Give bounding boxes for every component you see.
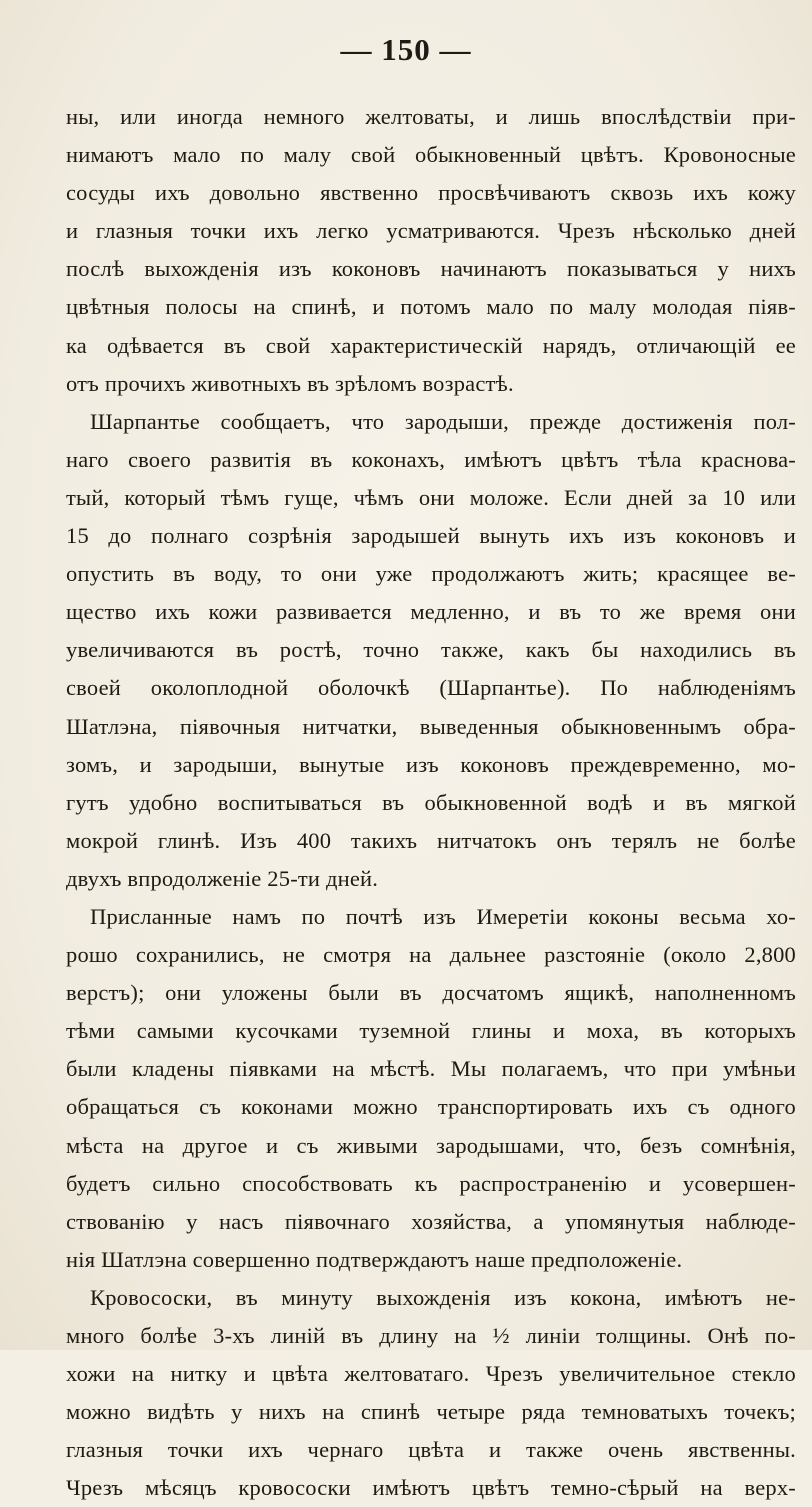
text-line: Шарпантье сообщаетъ, что зародыши, прежде достиженія пол- xyxy=(90,408,796,434)
paragraph-4 xyxy=(66,1279,796,1507)
text-line: двухъ впродолженіе 25-ти дней. xyxy=(66,865,379,891)
text-line: опустить въ воду, то они уже продолжаютъ жить; красящее ве- xyxy=(66,561,796,587)
text-line: тый, который тѣмъ гуще, чѣмъ они моложе. Если дней за 10 или xyxy=(66,484,796,510)
text-line: будетъ сильно способствовать къ распространенію и усовершен- xyxy=(66,1170,796,1196)
text-line: сосуды ихъ довольно явственно просвѣчиваютъ сквозь ихъ кожу xyxy=(66,180,796,206)
text-line: нія Шатлэна совершенно подтверждаютъ наше предположеніе. xyxy=(66,1246,683,1272)
page-number: — 150 — xyxy=(340,32,472,67)
text-line: цвѣтныя полосы на спинѣ, и потомъ мало по малу молодая піяв- xyxy=(66,294,796,320)
text-line: много болѣе 3-хъ линій въ длину на ½ линіи толщины. Онѣ по- xyxy=(66,1323,796,1348)
text-line: ствованію у насъ піявочнаго хозяйства, а упомянутыя наблюде- xyxy=(66,1208,796,1234)
text-line: послѣ выхожденія изъ коконовъ начинаютъ показываться у нихъ xyxy=(66,256,796,282)
text-line: увеличиваются въ ростѣ, точно также, какъ бы находились въ xyxy=(66,637,796,663)
text-line: 15 до полнаго созрѣнія зародышей вынуть ихъ изъ коконовъ и xyxy=(66,523,796,549)
text-line: гутъ удобно воспитываться въ обыкновенной водѣ и въ мягкой xyxy=(66,789,796,815)
text-line: Шатлэна, піявочныя нитчатки, выведенныя обыкновеннымъ обра- xyxy=(66,713,796,739)
text-line: можно видѣть у нихъ на спинѣ четыре ряда темноватыхъ точекъ; xyxy=(66,1399,796,1425)
text-line: мокрой глинѣ. Изъ 400 такихъ нитчатокъ онъ терялъ не болѣе xyxy=(66,827,796,853)
text-line: ны, или иногда немного желтоваты, и лишь впослѣдствіи при- xyxy=(66,104,796,129)
text-line: глазныя точки ихъ чернаго цвѣта и также очень явственны. xyxy=(66,1437,796,1463)
body-text xyxy=(66,98,796,1507)
text-line: рошо сохранились, не смотря на дальнее разстояніе (около 2,800 xyxy=(66,942,796,968)
text-line: наго своего развитія въ коконахъ, имѣютъ цвѣтъ тѣла краснова- xyxy=(66,446,796,472)
text-line: обращаться съ коконами можно транспортировать ихъ съ одного xyxy=(66,1094,796,1120)
text-line: отъ прочихъ животныхъ въ зрѣломъ возрастѣ. xyxy=(66,370,514,396)
text-line: были кладены піявками на мѣстѣ. Мы полагаемъ, что при умѣньи xyxy=(66,1056,796,1082)
text-line: Присланные намъ по почтѣ изъ Имеретіи коконы весьма хо- xyxy=(90,903,796,929)
text-line: своей околоплодной оболочкѣ (Шарпантье). По наблюденіямъ xyxy=(66,675,796,701)
text-line: Чрезъ мѣсяцъ кровососки имѣютъ цвѣтъ темно-сѣрый на верх- xyxy=(66,1475,796,1501)
paragraph-2 xyxy=(66,403,796,898)
text-line: тѣми самыми кусочками туземной глины и моха, въ которыхъ xyxy=(66,1018,796,1044)
text-line: нимаютъ мало по малу свой обыкновенный цвѣтъ. Кровоносные xyxy=(66,142,796,168)
text-line: хожи на нитку и цвѣта желтоватаго. Чрезъ увеличительное стекло xyxy=(66,1361,796,1387)
text-line: зомъ, и зародыши, вынутые изъ коконовъ преждевременно, мо- xyxy=(66,751,796,777)
paragraph-1 xyxy=(66,98,796,403)
text-line: ка одѣвается въ свой характеристическій нарядъ, отличающій ее xyxy=(66,332,796,358)
text-line: верстъ); они уложены были въ досчатомъ ящикѣ, наполненномъ xyxy=(66,980,796,1006)
text-line: мѣста на другое и съ живыми зародышами, что, безъ сомнѣнія, xyxy=(66,1132,796,1158)
text-line: Кровососки, въ минуту выхожденія изъ кокона, имѣютъ не- xyxy=(90,1284,796,1310)
paragraph-3 xyxy=(66,898,796,1279)
text-line: и глазныя точки ихъ легко усматриваются. Чрезъ нѣсколько дней xyxy=(66,218,796,244)
text-line: щество ихъ кожи развивается медленно, и въ то же время они xyxy=(66,599,796,625)
